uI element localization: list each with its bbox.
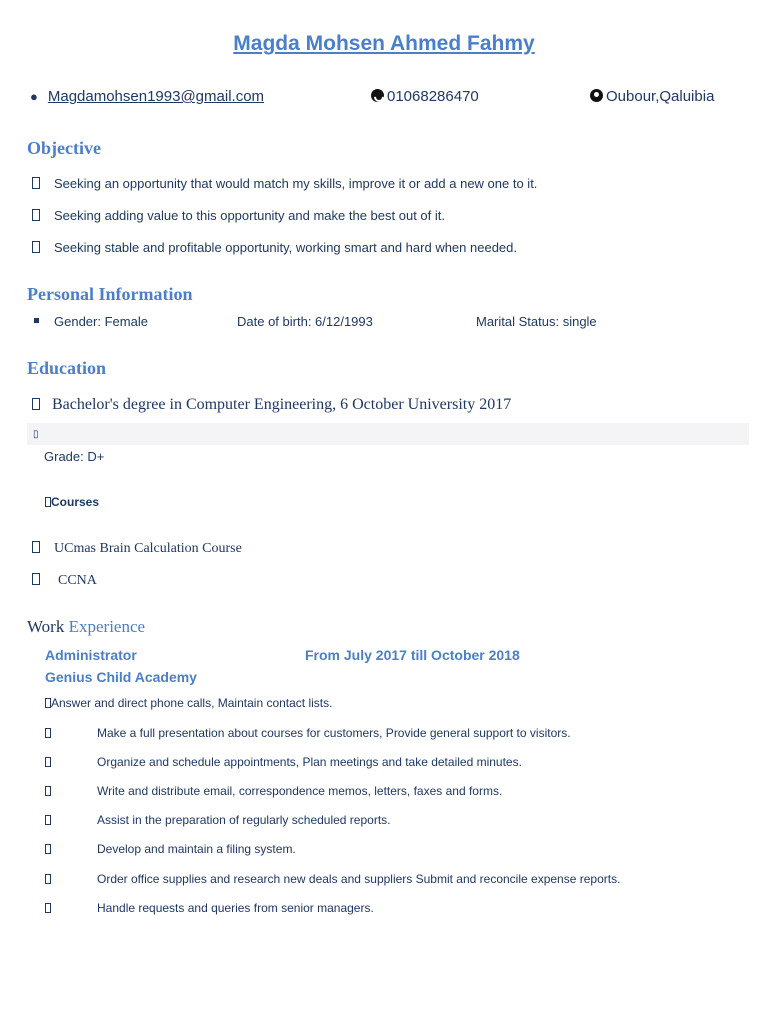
course-item: UCmas Brain Calculation Course (32, 541, 242, 557)
bullet-box-icon (32, 241, 40, 253)
square-bullet-icon (34, 318, 39, 323)
duty-item: Write and distribute email, correspondence memos, letters, faxes and forms. (45, 784, 502, 798)
bullet-box-icon (45, 874, 51, 884)
marital-status-field: Marital Status: single (476, 314, 597, 329)
course-item: CCNA (32, 573, 97, 589)
duty-item: Order office supplies and research new deals and suppliers Submit and reconcile expense reports. (45, 872, 620, 886)
bullet-box-icon (45, 728, 51, 738)
work-experience-heading: Work Experience (27, 617, 146, 636)
degree-item: Bachelor's degree in Computer Engineering, 6 October University 2017 (32, 396, 511, 414)
duty-item: Develop and maintain a filing system. (45, 842, 296, 856)
company-name: Genius Child Academy (45, 669, 197, 685)
personal-info-heading: Personal Information (27, 284, 193, 304)
duty-item: Organize and schedule appointments, Plan meetings and take detailed minutes. (45, 755, 522, 769)
location-pin-icon (590, 89, 603, 102)
candidate-name: Magda Mohsen Ahmed Fahmy (233, 32, 535, 55)
bullet-box-icon (32, 541, 40, 553)
bullet-box-icon (45, 786, 51, 796)
education-heading: Education (27, 358, 107, 378)
bullet-box-icon (32, 573, 40, 585)
duty-item: Answer and direct phone calls, Maintain contact lists. (45, 696, 332, 710)
job-period: From July 2017 till October 2018 (305, 647, 520, 663)
dob-field: Date of birth: 6/12/1993 (237, 314, 373, 329)
email-contact (30, 88, 264, 105)
phone-contact (371, 88, 479, 105)
bullet-box-icon (32, 398, 40, 410)
placeholder-glyph-icon: ▯ (33, 429, 39, 440)
bullet-box-icon (45, 815, 51, 825)
objective-heading: Objective (27, 138, 101, 158)
bullet-box-icon (45, 844, 51, 854)
shaded-row (27, 423, 749, 445)
email-link[interactable]: Magdamohsen1993@gmail.com (47, 88, 265, 105)
job-role: Administrator (45, 647, 137, 663)
bullet-box-icon (32, 177, 40, 189)
duty-item: Assist in the preparation of regularly scheduled reports. (45, 813, 391, 827)
objective-item: Seeking stable and profitable opportunity, working smart and hard when needed. (32, 240, 517, 255)
bullet-box-icon (32, 209, 40, 221)
duty-item: Handle requests and queries from senior managers. (45, 901, 374, 915)
location-contact (590, 88, 714, 105)
bullet-dot-icon: ● (30, 89, 38, 104)
bullet-box-icon (45, 903, 51, 913)
phone-icon (371, 89, 384, 102)
courses-subheading: Courses (45, 495, 99, 509)
phone-number: 01068286470 (387, 88, 479, 105)
objective-item: Seeking adding value to this opportunity and make the best out of it. (32, 208, 445, 223)
grade-text: Grade: D+ (44, 449, 105, 464)
location-text: Oubour,Qaluibia (606, 88, 715, 105)
duty-item: Make a full presentation about courses for customers, Provide general support to visitors. (45, 726, 571, 740)
gender-field: Gender: Female (54, 314, 148, 329)
objective-item: Seeking an opportunity that would match my skills, improve it or add a new one to it. (32, 176, 537, 191)
bullet-box-icon (45, 757, 51, 767)
